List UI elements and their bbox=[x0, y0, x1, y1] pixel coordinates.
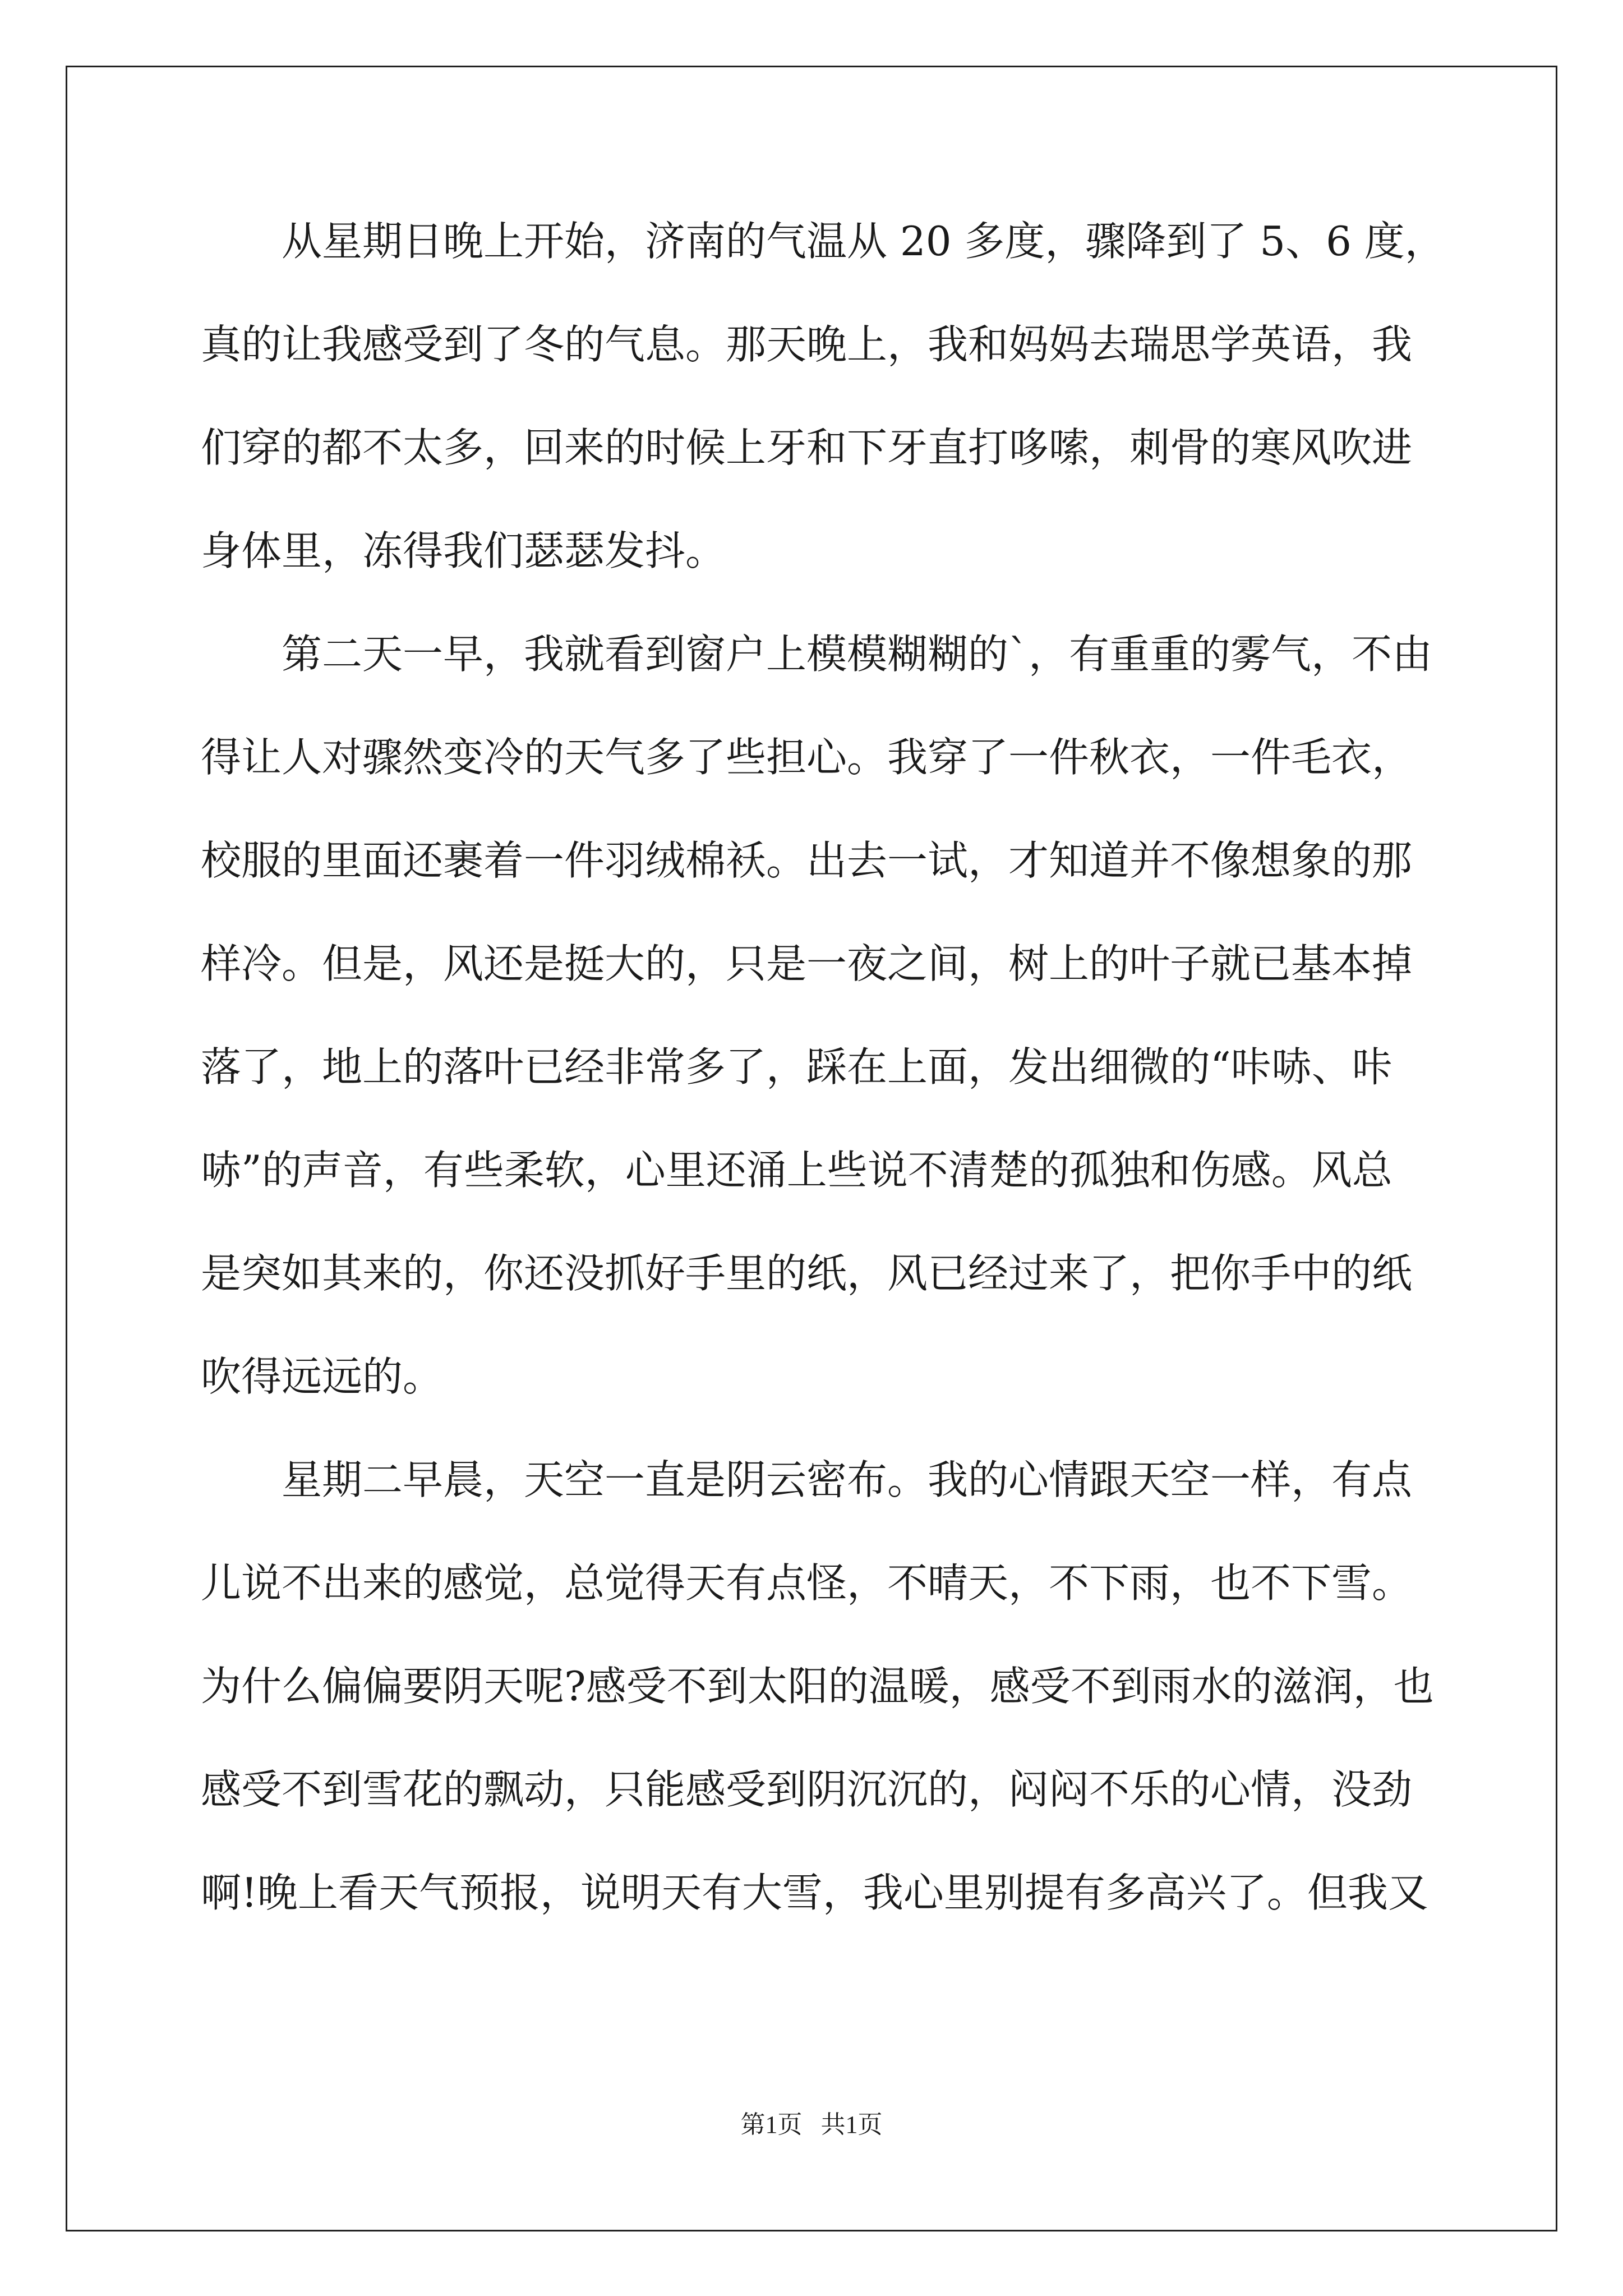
text-line: 吹得远远的。 bbox=[201, 1353, 444, 1400]
text-line: 得让人对骤然变冷的天气多了些担心。我穿了一件秋衣，一件毛衣， bbox=[201, 734, 1413, 781]
text-line: 校服的里面还裹着一件羽绒棉袄。出去一试，才知道并不像想象的那 bbox=[201, 837, 1413, 884]
text-line: 儿说不出来的感觉，总觉得天有点怪，不晴天，不下雨，也不下雪。 bbox=[201, 1559, 1413, 1607]
page-number-footer: 第1页 共1页 bbox=[740, 2111, 883, 2138]
text-line: 落了，地上的落叶已经非常多了，踩在上面，发出细微的“咔哧、咔 bbox=[201, 1043, 1393, 1091]
text-line: 真的让我感受到了冬的气息。那天晚上，我和妈妈去瑞思学英语，我 bbox=[201, 321, 1413, 368]
text-line: 为什么偏偏要阴天呢?感受不到太阳的温暖，感受不到雨水的滋润，也 bbox=[201, 1663, 1434, 1710]
text-line: 是突如其来的，你还没抓好手里的纸，风已经过来了，把你手中的纸 bbox=[201, 1250, 1413, 1297]
text-line: 样冷。但是，风还是挺大的，只是一夜之间，树上的叶子就已基本掉 bbox=[201, 940, 1413, 987]
text-line: 星期二早晨，天空一直是阴云密布。我的心情跟天空一样，有点 bbox=[282, 1456, 1413, 1503]
text-line: 从星期日晚上开始，济南的气温从 20 多度，骤降到了 5、6 度， bbox=[282, 218, 1445, 265]
document-body bbox=[201, 218, 1445, 1973]
text-line: 身体里，冻得我们瑟瑟发抖。 bbox=[201, 527, 726, 574]
text-line: 第二天一早，我就看到窗户上模模糊糊的`，有重重的雾气，不由 bbox=[282, 631, 1433, 678]
text-line: 啊!晚上看天气预报，说明天有大雪，我心里别提有多高兴了。但我又 bbox=[201, 1869, 1428, 1916]
text-line: 们穿的都不太多，回来的时候上牙和下牙直打哆嗦，刺骨的寒风吹进 bbox=[201, 424, 1413, 471]
text-line: 哧”的声音，有些柔软，心里还涌上些说不清楚的孤独和伤感。风总 bbox=[201, 1147, 1393, 1194]
text-line: 感受不到雪花的飘动，只能感受到阴沉沉的，闷闷不乐的心情，没劲 bbox=[201, 1766, 1413, 1813]
